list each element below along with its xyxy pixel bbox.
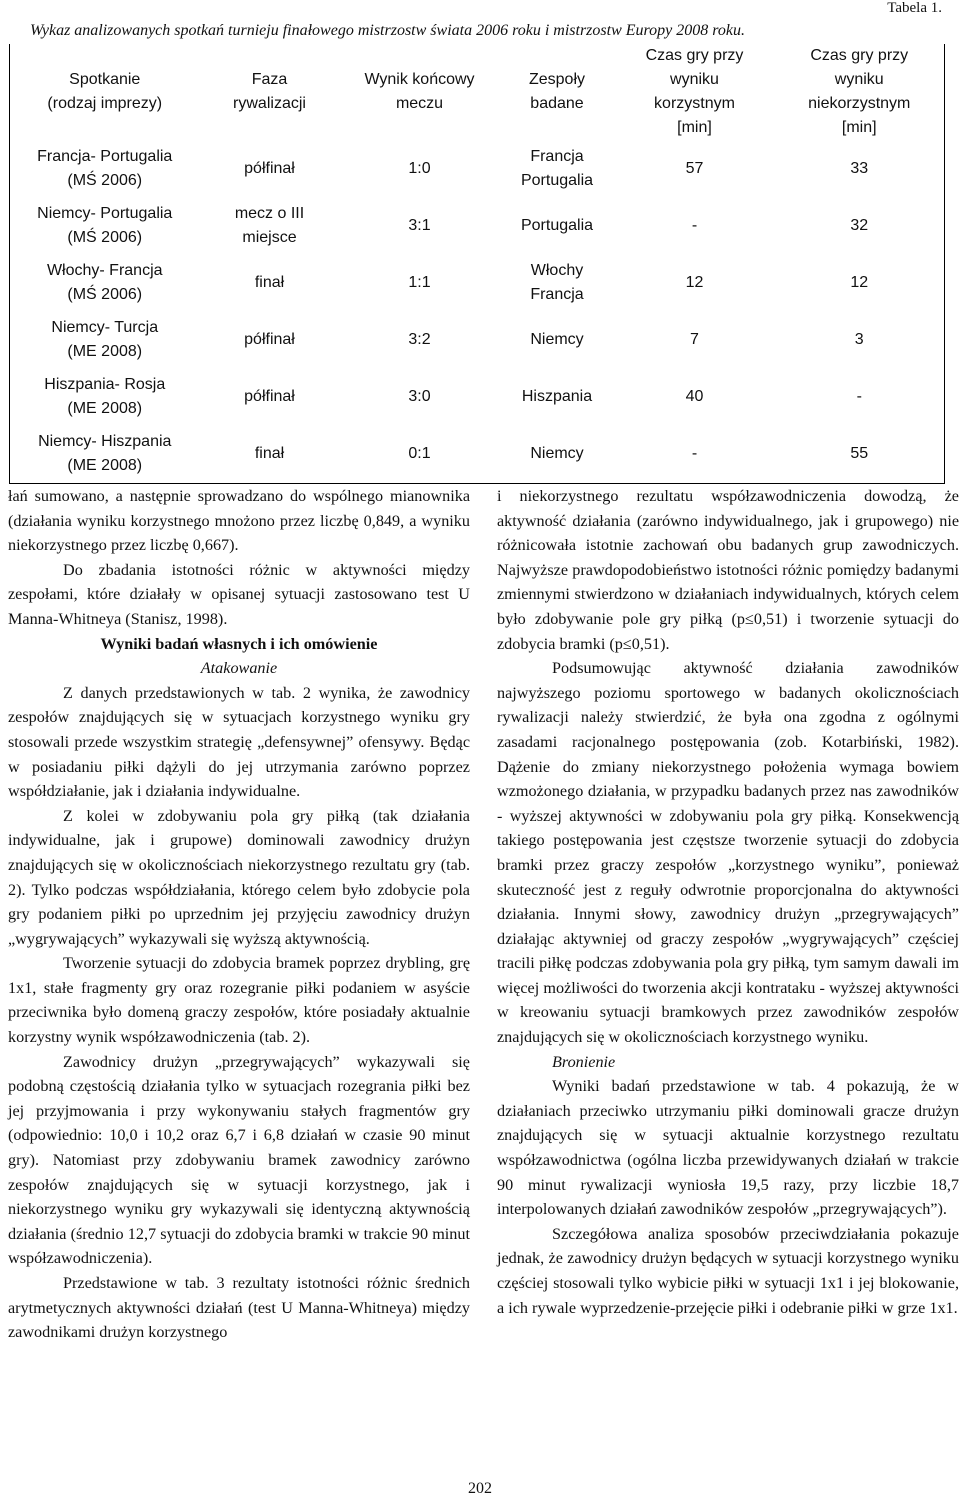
matches-table [9, 44, 945, 484]
phase-cell [200, 197, 340, 254]
score-cell: 0:1 [408, 445, 431, 462]
paragraph: Do zbadania istotności różnic w aktywności między zespołami, które działały w opisanej sytuacji zastosowano test U Manna-Whitneya (Stanisz, 1998). [8, 560, 470, 628]
unfavorable-time-cell: 55 [850, 445, 869, 462]
column-header-line: meczu [395, 95, 444, 112]
table-header-row [10, 44, 945, 140]
teams-cell [500, 425, 615, 484]
table-row [10, 254, 945, 311]
paragraph: Tworzenie sytuacji do zdobycia bramek poprzez drybling, grę 1x1, stałe fragmenty gry oraz rozegranie piłki podaniem w asyście przeciwnika było domeną graczy zespołów, które posiadały aktualnie korzystny wynik współzawodniczenia (tab. 2). [8, 954, 470, 1047]
column-header [200, 44, 340, 140]
paragraph: Przedstawione w tab. 3 rezultaty istotności różnic średnich arytmetycznych aktywności działań (test U Manna-Whitneya) między zawodnikami drużyn korzystnego [8, 1274, 470, 1342]
score-cell: 3:1 [408, 216, 431, 234]
subsection-heading: Bronienie [552, 1052, 616, 1071]
score-td [340, 197, 500, 254]
unfavorable-td [775, 254, 945, 311]
column-header-line: rywalizacji [233, 95, 306, 112]
score-cell: 1:0 [408, 159, 431, 177]
phase-cell-line: mecz o III [234, 204, 305, 222]
favorable-time-cell: 40 [685, 387, 704, 405]
teams-cell-line: Włochy [530, 261, 584, 279]
teams-cell-line: Portugalia [520, 216, 594, 234]
teams-cell [500, 311, 615, 368]
teams-cell-line: Niemcy [530, 330, 584, 348]
phase-cell [200, 311, 340, 368]
table-row [10, 311, 945, 368]
match-cell-line: (ME 2008) [67, 342, 143, 360]
column-header [615, 44, 775, 140]
column-header-line: wyniku [670, 71, 719, 88]
table-row [10, 425, 945, 484]
match-cell-line: (MŚ 2006) [67, 285, 143, 303]
score-td [340, 425, 500, 484]
paragraph: i niekorzystnego rezultatu współzawodniczenia dowodzą, że aktywność działania (zarówno indywidualnego, jak i grupowego) nie różnicowała istotnie zachowań obu badanych grup zawodniczych. Najwyższe prawdopodobieństwo istotności różnic pomiędzy badanymi zmiennymi stwierdzono w działaniach indywidualnych, których celem było zdobywanie pole gry piłką (p≤0,51) i tworzenie sytuacji do zdobycia bramki (p≤0,51). [497, 487, 959, 653]
match-cell-line: Francja- Portugalia [37, 147, 173, 165]
teams-cell [500, 254, 615, 311]
favorable-time-cell: 7 [690, 330, 699, 348]
teams-cell-line: Francja [530, 147, 584, 165]
match-cell-line: (ME 2008) [67, 399, 143, 417]
match-cell [10, 368, 200, 425]
table-row [10, 140, 945, 197]
left-text-column [8, 484, 470, 1345]
favorable-td [615, 368, 775, 425]
match-cell [10, 197, 200, 254]
favorable-td [615, 425, 775, 484]
teams-cell-line: Niemcy [530, 445, 584, 462]
teams-cell [500, 197, 615, 254]
match-cell-line: (MŚ 2006) [67, 228, 143, 246]
column-header-line: [min] [677, 119, 712, 136]
match-cell-line: Niemcy- Portugalia [37, 204, 173, 222]
section-heading: Wyniki badań własnych i ich omówienie [100, 634, 378, 653]
unfavorable-td [775, 140, 945, 197]
phase-cell [200, 425, 340, 484]
subsection-heading: Atakowanie [200, 659, 278, 678]
match-cell-line: Niemcy- Hiszpania [38, 433, 172, 450]
unfavorable-time-cell: - [856, 387, 862, 405]
match-cell-line: (ME 2008) [67, 457, 143, 474]
table-row [10, 197, 945, 254]
phase-cell-line: półfinał [244, 330, 295, 348]
match-cell [10, 311, 200, 368]
paragraph: Szczegółowa analiza sposobów przeciwdziałania pokazuje jednak, że zawodnicy drużyn będących w sytuacji korzystnego wyniku częściej stosowali tylko wybicie piłki w sytuacji 1x1 i jej blokowanie, a ich rywale wyprzedzenie-przejęcie piłki i odebranie piłki w grze 1x1. [497, 1224, 959, 1317]
teams-cell-line: Francja [530, 285, 584, 303]
phase-cell-line: półfinał [244, 159, 295, 177]
favorable-td [615, 311, 775, 368]
phase-cell-line: finał [254, 445, 285, 462]
page-number: 202 [468, 1480, 492, 1497]
paragraph: Wyniki badań przedstawione w tab. 4 pokazują, że w działaniach przeciwko utrzymaniu piłki dominowali gracze drużyn znajdujących się w sytuacji aktualnie korzystnego rezultatu współzawodnictwa (ogólna liczba przewidywanych działań w trakcie 90 minut rywalizacji wyniosła 19,5 razy, przy liczbie 18,7 interpolowanych działań zawodników zespołów „przegrywających”). [497, 1077, 959, 1219]
column-header [500, 44, 615, 140]
favorable-td [615, 140, 775, 197]
teams-cell-line: Portugalia [520, 171, 594, 189]
score-cell: 3:0 [408, 387, 431, 405]
column-header-line: Wynik końcowy [364, 71, 475, 88]
phase-cell-line: półfinał [244, 387, 295, 405]
column-header-line: Czas gry przy [810, 47, 909, 64]
unfavorable-time-cell: 3 [854, 330, 864, 348]
paragraph: Podsumowując aktywność działania zawodników najwyższego poziomu sportowego w badanych okolicznościach rywalizacji należy stwierdzić, że była ona zgodna z ogólnymi zasadami racjonalnego postępowania (zob. Kotarbiński, 1982). Dążenie do zmiany niekorzystnego położenia wymaga bowiem wzmożonego działania, w przypadku badanych przez nas zawodników - wyższej aktywności w zdobywaniu pola gry piłką. Konsekwencją takiego postępowania jest częstsze tworzenie sytuacji do zdobycia bramki przez graczy zespołów „korzystnego wyniku”, ponieważ skuteczność jest z reguły odwrotnie proporcjonalna do aktywności działania. Innymi słowy, zawodnicy drużyn „przegrywających” działając aktywniej od graczy zespołów „wygrywających” częściej tracili piłkę podczas zdobywania pola gry piłką, tym samym dawali im więcej możliwości do tworzenia akcji kontrataku - wyższej aktywności w kreowaniu sytuacji bramkowych przez zawodników zespołów znajdujących się w okolicznościach korzystnego wyniku. [497, 659, 959, 1047]
score-td [340, 368, 500, 425]
column-header-line: Faza [251, 71, 288, 88]
unfavorable-time-cell: 32 [850, 216, 869, 234]
teams-cell-line: Hiszpania [521, 387, 593, 405]
teams-cell [500, 368, 615, 425]
column-header [340, 44, 500, 140]
table-label: Tabela 1. [887, 0, 942, 16]
unfavorable-td [775, 311, 945, 368]
favorable-td [615, 254, 775, 311]
score-cell: 1:1 [408, 273, 431, 291]
column-header-line: [min] [841, 119, 877, 136]
score-td [340, 140, 500, 197]
column-header [10, 44, 200, 140]
favorable-time-cell: - [691, 216, 698, 234]
teams-cell [500, 140, 615, 197]
unfavorable-td [775, 368, 945, 425]
match-cell [10, 140, 200, 197]
paragraph: łań sumowano, a następnie sprowadzano do wspólnego mianownika (działania wyniku korzystnego mnożono przez liczbę 0,849, a wyniku niekorzystnego przez liczbę 0,667). [8, 487, 470, 555]
column-header-line: wyniku [834, 71, 884, 88]
right-text-column [497, 484, 959, 1320]
favorable-td [615, 197, 775, 254]
column-header-line: (rodzaj imprezy) [47, 95, 163, 112]
paragraph: Zawodnicy drużyn „przegrywających” wykazywali się podobną częstością działania tylko w sytuacjach rozegrania piłki bez jej przyjmowania i przy wykonywaniu stałych fragmentów gry (odpowiednio: 10,0 i 10,2 oraz 6,7 i 6,8 działań w czasie 90 minut gry). Natomiast przy zdobywaniu bramek zawodnicy zarówno zespołów znajdujących się w sytuacji korzystnego, jak i niekorzystnego wyniku gry wykazywali się identyczną aktywnością działania (średnio 12,7 sytuacji do zdobycia bramki w trakcie 90 minut współzawodniczenia). [8, 1052, 470, 1268]
match-cell-line: Hiszpania- Rosja [44, 375, 166, 393]
column-header-line: Czas gry przy [645, 47, 744, 64]
phase-cell [200, 368, 340, 425]
favorable-time-cell: 57 [685, 159, 704, 177]
unfavorable-td [775, 425, 945, 484]
score-cell: 3:2 [408, 330, 431, 348]
column-header-line: Spotkanie [69, 71, 141, 88]
column-header-line: korzystnym [654, 95, 735, 112]
favorable-time-cell: 12 [685, 273, 704, 291]
paragraph: Z danych przedstawionych w tab. 2 wynika, że zawodnicy zespołów znajdujących się w sytuacjach korzystnego wyniku gry stosowali przede wszystkim strategię „defensywnej” ofensywy. Będąc w posiadaniu piłki dążyli do jej utrzymania zarówno poprzez współdziałanie, jak i działania indywidualne. [8, 683, 470, 801]
column-header-line: niekorzystnym [808, 95, 911, 112]
table-row [10, 368, 945, 425]
match-cell-line: Niemcy- Turcja [51, 318, 159, 336]
column-header [775, 44, 945, 140]
match-cell-line: Włochy- Francja [46, 261, 163, 279]
phase-cell [200, 254, 340, 311]
match-cell-line: (MŚ 2006) [67, 171, 143, 189]
score-td [340, 311, 500, 368]
column-header-line: Zespoły [528, 71, 586, 88]
phase-cell [200, 140, 340, 197]
unfavorable-time-cell: 12 [850, 273, 869, 291]
paragraph: Z kolei w zdobywaniu pola gry piłką (tak działania indywidualne, jak i grupowe) dominowali zawodnicy drużyn znajdujących się w okolicznościach niekorzystnego rezultatu gry (tab. 2). Tylko podczas współdziałania, którego celem było zdobycie pola gry podaniem piłki po uprzednim jej przyjęciu zawodnicy drużyn „wygrywających” wykazywali się wyższą aktywnością. [8, 806, 470, 948]
match-cell [10, 254, 200, 311]
phase-cell-line: miejsce [242, 228, 297, 246]
column-header-line: badane [530, 95, 584, 112]
unfavorable-time-cell: 33 [850, 159, 869, 177]
phase-cell-line: finał [254, 273, 285, 291]
favorable-time-cell: - [691, 445, 698, 462]
score-td [340, 254, 500, 311]
table-caption: Wykaz analizowanych spotkań turnieju finałowego mistrzostw świata 2006 roku i mistrzostw Europy 2008 roku. [30, 22, 745, 39]
unfavorable-td [775, 197, 945, 254]
match-cell [10, 425, 200, 484]
